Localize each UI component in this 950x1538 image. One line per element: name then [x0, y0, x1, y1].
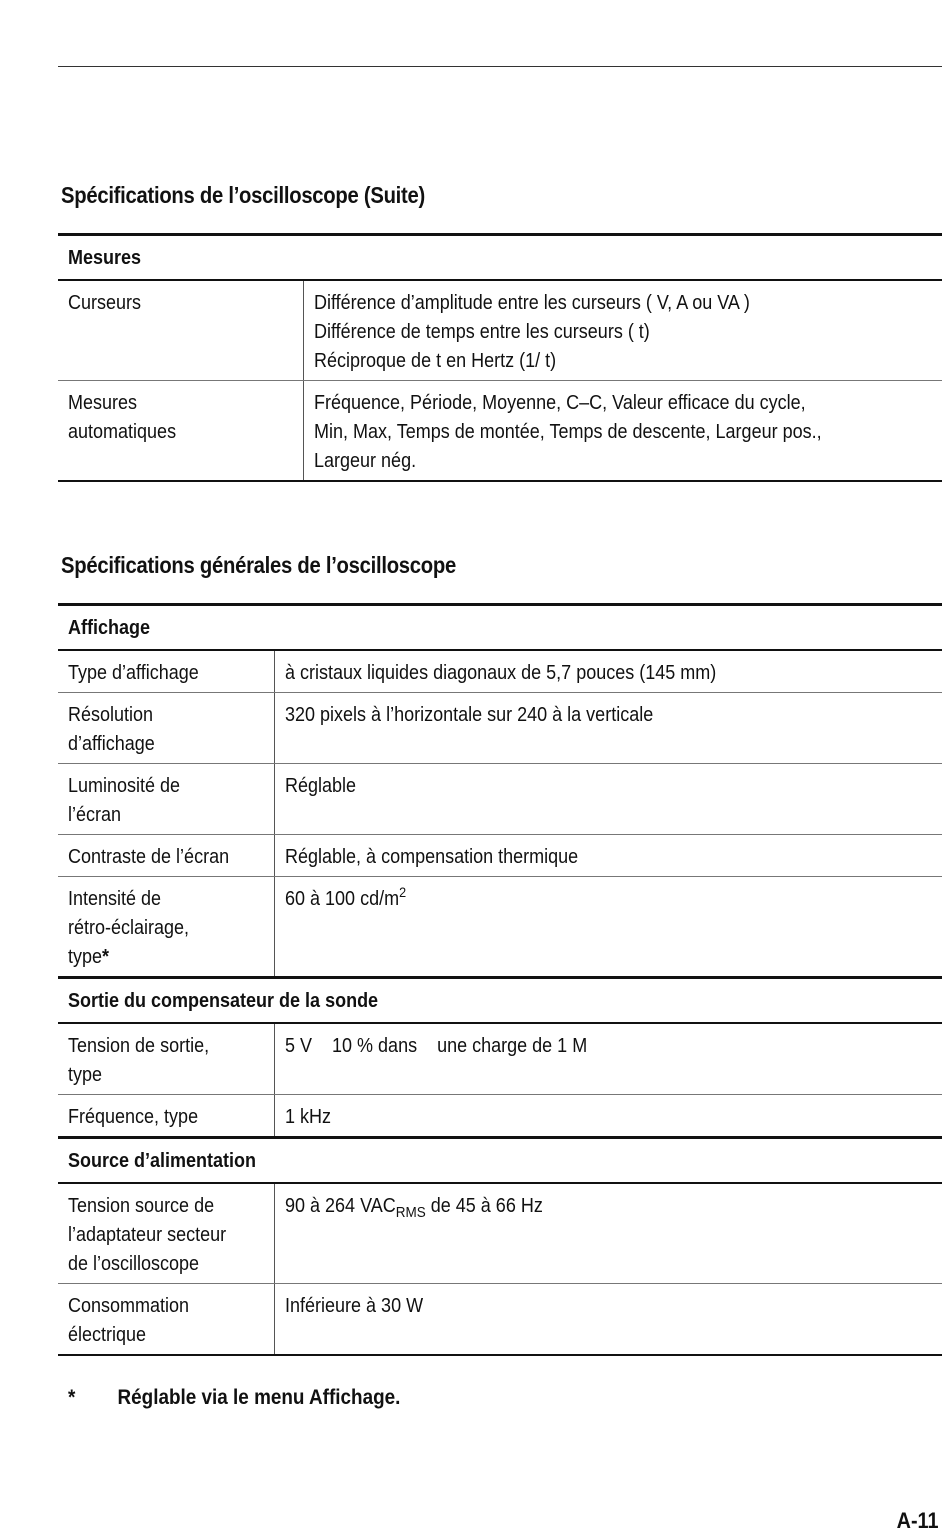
- row-value: de 45 à 66 Hz: [425, 1195, 543, 1217]
- row-label: Résolution: [68, 704, 154, 726]
- row-value: 90 à 264 VAC: [285, 1195, 396, 1217]
- row-label: électrique: [68, 1324, 147, 1346]
- row-value-line: Min, Max, Temps de montée, Temps de descente, Largeur pos.,: [314, 421, 822, 443]
- row-value: 1 kHz: [285, 1106, 332, 1128]
- row-label: automatiques: [68, 421, 177, 443]
- top-rule: [58, 66, 942, 67]
- row-label: d’affichage: [68, 733, 155, 755]
- row-label: type: [68, 946, 103, 968]
- row-value-line: Réciproque de t en Hertz (1/ t): [314, 350, 557, 372]
- spec-table-generales: [58, 603, 942, 1356]
- row-label: l’adaptateur secteur: [68, 1224, 227, 1246]
- row-value: 5 V 10 % dans une charge de 1 M: [285, 1035, 588, 1057]
- superscript: 2: [399, 884, 407, 900]
- table-row: [58, 693, 942, 764]
- row-label: de l’oscilloscope: [68, 1253, 200, 1275]
- row-value-line: Différence de temps entre les curseurs ( t): [314, 321, 650, 343]
- group-header-mesures: [58, 235, 942, 281]
- table-row: [58, 1183, 942, 1284]
- row-label: Tension de sortie,: [68, 1035, 210, 1057]
- row-label: Curseurs: [68, 292, 142, 314]
- row-label: Fréquence, type: [68, 1106, 199, 1128]
- row-value-line: Largeur nég.: [314, 450, 417, 472]
- row-label: Contraste de l’écran: [68, 846, 230, 868]
- group-header-sonde: [58, 978, 942, 1024]
- row-value: Réglable: [285, 775, 357, 797]
- row-value: 320 pixels à l’horizontale sur 240 à la verticale: [285, 704, 654, 726]
- footnote-text: Réglable via le menu Affichage.: [117, 1386, 401, 1409]
- page-number: A-11: [896, 1508, 938, 1533]
- table-row: [58, 381, 942, 482]
- row-label: Intensité de: [68, 888, 162, 910]
- row-value: Réglable, à compensation thermique: [285, 846, 579, 868]
- group-header-affichage: [58, 605, 942, 651]
- row-label: Mesures: [68, 392, 138, 414]
- table-row: [58, 835, 942, 877]
- table-row: [58, 1023, 942, 1095]
- table-row: [58, 877, 942, 978]
- footnote-star: *: [68, 1386, 76, 1409]
- group-header-label: Mesures: [68, 247, 142, 269]
- row-label: l’écran: [68, 804, 122, 826]
- row-value: Inférieure à 30 W: [285, 1295, 424, 1317]
- section-title-suite: Spécifications de l’oscilloscope (Suite): [61, 182, 425, 208]
- table-row: [58, 650, 942, 693]
- group-header-alimentation: [58, 1138, 942, 1184]
- footnote: [68, 1386, 400, 1410]
- group-header-label: Source d’alimentation: [68, 1150, 257, 1172]
- table-row: [58, 1095, 942, 1138]
- group-header-label: Sortie du compensateur de la sonde: [68, 990, 379, 1012]
- group-header-label: Affichage: [68, 617, 151, 639]
- row-label: rétro-éclairage,: [68, 917, 190, 939]
- table-row: [58, 764, 942, 835]
- row-label: Type d’affichage: [68, 662, 199, 684]
- row-label: Luminosité de: [68, 775, 181, 797]
- row-label: type: [68, 1064, 103, 1086]
- row-label: Tension source de: [68, 1195, 215, 1217]
- row-label: Consommation: [68, 1295, 190, 1317]
- table-row: [58, 280, 942, 381]
- row-value: 60 à 100 cd/m: [285, 888, 400, 910]
- row-value-line: Fréquence, Période, Moyenne, C–C, Valeur efficace du cycle,: [314, 392, 806, 414]
- spec-table-mesures: [58, 233, 942, 482]
- row-value: à cristaux liquides diagonaux de 5,7 pouces (145 mm): [285, 662, 717, 684]
- table-row: [58, 1284, 942, 1356]
- footnote-marker: *: [102, 946, 110, 968]
- row-value-line: Différence d’amplitude entre les curseurs ( V, A ou VA ): [314, 292, 750, 314]
- section-title-generales: Spécifications générales de l’oscilloscope: [61, 552, 456, 578]
- subscript: RMS: [395, 1204, 426, 1221]
